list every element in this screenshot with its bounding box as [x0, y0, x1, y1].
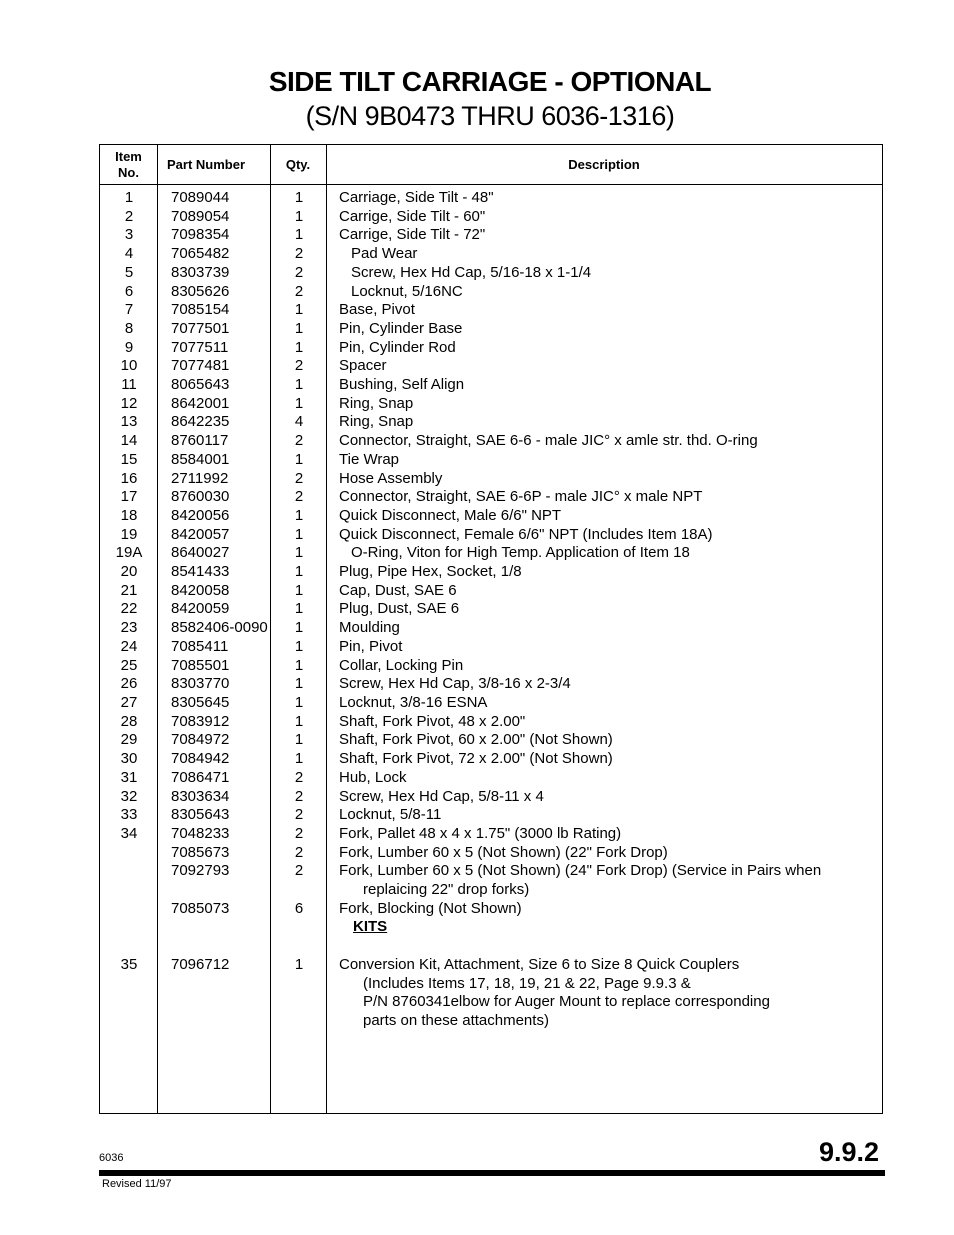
description	[339, 694, 879, 713]
quantity: 1	[294, 319, 304, 337]
quantity: 2	[294, 843, 304, 861]
description-line: Ring, Snap	[339, 413, 414, 431]
part-number: 2711992	[171, 469, 229, 487]
table-row	[100, 844, 884, 863]
part-number: 7085411	[171, 637, 229, 655]
part-number: 7083912	[171, 712, 230, 730]
quantity: 1	[294, 189, 304, 206]
item-number: 10	[120, 357, 138, 375]
part-number: 7096712	[171, 955, 230, 973]
description-line: parts on these attachments)	[363, 1011, 549, 1029]
item-number: 11	[121, 376, 137, 394]
description-line: Conversion Kit, Attachment, Size 6 to Size 8 Quick Couplers	[339, 955, 740, 973]
description	[339, 825, 879, 844]
item-number: 14	[120, 432, 138, 450]
part-number: 8541433	[171, 563, 230, 581]
quantity: 1	[294, 226, 304, 244]
quantity: 2	[294, 824, 304, 842]
description-line: Fork, Lumber 60 x 5 (Not Shown) (22" Fork Drop)	[339, 843, 668, 861]
table-row	[100, 731, 884, 750]
description	[339, 806, 879, 825]
part-number: 8582406-0090	[171, 619, 268, 637]
description	[339, 675, 879, 694]
description-line: Screw, Hex Hd Cap, 5/16-18 x 1-1/4	[351, 263, 592, 281]
part-number: 8305626	[171, 282, 230, 300]
part-number: 8420056	[171, 506, 230, 524]
quantity: 2	[294, 245, 304, 263]
item-number: 4	[124, 245, 134, 263]
quantity: 2	[294, 469, 304, 487]
description-line: Screw, Hex Hd Cap, 3/8-16 x 2-3/4	[339, 675, 571, 693]
quantity: 2	[294, 488, 304, 506]
table-row	[100, 488, 884, 507]
part-number: 8305643	[171, 806, 230, 824]
part-number: 8305645	[171, 693, 230, 711]
item-number: 27	[120, 693, 138, 711]
description-line: Cap, Dust, SAE 6	[339, 581, 457, 599]
table-row	[100, 451, 884, 470]
part-number: 8642001	[171, 394, 230, 412]
spacer-row	[100, 937, 884, 956]
description-line: Locknut, 3/8-16 ESNA	[339, 693, 488, 711]
quantity: 1	[294, 376, 304, 394]
item-number: 32	[120, 787, 138, 805]
description-line: Quick Disconnect, Male 6/6" NPT	[339, 506, 562, 524]
item-number: 24	[120, 637, 138, 655]
description	[339, 245, 879, 264]
part-number: 7089054	[171, 207, 230, 225]
description	[339, 526, 879, 545]
part-number: 8642235	[171, 413, 230, 431]
description	[339, 339, 879, 358]
item-number: 1	[124, 189, 134, 206]
item-number: 18	[120, 506, 138, 524]
description-line: Spacer	[339, 357, 387, 375]
description	[339, 600, 879, 619]
item-number: 26	[120, 675, 138, 693]
quantity: 1	[294, 338, 304, 356]
description-line: O-Ring, Viton for High Temp. Application of Item 18	[351, 544, 690, 562]
item-number: 8	[124, 319, 134, 337]
header-divider	[100, 184, 882, 185]
quantity: 1	[294, 637, 304, 655]
part-number: 7084942	[171, 750, 230, 768]
item-number: 29	[120, 731, 138, 749]
part-number: 7077501	[171, 319, 230, 337]
description-line: replaicing 22" drop forks)	[363, 881, 530, 899]
part-number: 7085154	[171, 301, 230, 319]
kits-heading: KITS	[353, 918, 388, 936]
part-number: 8420057	[171, 525, 230, 543]
part-number: 7086471	[171, 768, 230, 786]
quantity: 2	[294, 768, 304, 786]
table-row	[100, 395, 884, 414]
table-row	[100, 320, 884, 339]
description-line: Base, Pivot	[339, 301, 415, 319]
description	[339, 582, 879, 601]
description-line: P/N 8760341elbow for Auger Mount to replace corresponding	[363, 993, 770, 1011]
part-number: 7085501	[171, 656, 230, 674]
item-number: 21	[120, 581, 138, 599]
column-header-part-number: Part Number	[167, 156, 246, 172]
footer-rule	[99, 1170, 885, 1176]
description-line: Shaft, Fork Pivot, 48 x 2.00"	[339, 712, 526, 730]
item-number: 12	[120, 394, 138, 412]
quantity: 1	[294, 656, 304, 674]
quantity: 2	[294, 263, 304, 281]
description-line: Ring, Snap	[339, 394, 414, 412]
quantity: 4	[294, 413, 304, 431]
item-number: 28	[120, 712, 138, 730]
description	[339, 862, 879, 899]
description	[339, 283, 879, 302]
table-row	[100, 694, 884, 713]
description-line: Carrige, Side Tilt - 72"	[339, 226, 486, 244]
quantity: 1	[294, 394, 304, 412]
description	[339, 357, 879, 376]
description	[339, 432, 879, 451]
item-number: 2	[124, 207, 134, 225]
table-row	[100, 713, 884, 732]
description-line: (Includes Items 17, 18, 19, 21 & 22, Page 9.9.3 &	[363, 974, 691, 992]
item-number: 7	[124, 301, 134, 319]
description	[339, 619, 879, 638]
part-number: 7048233	[171, 824, 230, 842]
description-line: Pin, Cylinder Rod	[339, 338, 456, 356]
quantity: 1	[294, 301, 304, 319]
description-line: Carrige, Side Tilt - 60"	[339, 207, 486, 225]
item-number: 17	[120, 488, 138, 506]
description	[339, 264, 879, 283]
footer-model-code: 6036	[99, 1152, 124, 1164]
part-number: 8065643	[171, 376, 230, 394]
description-line: Locknut, 5/8-11	[339, 806, 442, 824]
description	[339, 507, 879, 526]
description-line: Shaft, Fork Pivot, 60 x 2.00" (Not Shown)	[339, 731, 613, 749]
item-number: 30	[120, 750, 138, 768]
table-row	[100, 544, 884, 563]
description-line: Connector, Straight, SAE 6-6 - male JIC° x amle str. thd. O-ring	[339, 432, 758, 450]
description-line: Bushing, Self Align	[339, 376, 465, 394]
quantity: 1	[294, 693, 304, 711]
description	[339, 301, 879, 320]
description	[339, 788, 879, 807]
page-subtitle: (S/N 9B0473 THRU 6036-1316)	[305, 101, 675, 131]
item-number: 34	[120, 824, 138, 842]
item-number: 33	[120, 806, 138, 824]
table-row	[100, 376, 884, 395]
part-number: 7077511	[171, 338, 229, 356]
part-number: 8640027	[171, 544, 230, 562]
table-row	[100, 956, 884, 1031]
description	[339, 226, 879, 245]
table-row	[100, 600, 884, 619]
description-line: Collar, Locking Pin	[339, 656, 464, 674]
quantity: 1	[294, 750, 304, 768]
description-line: Moulding	[339, 619, 400, 637]
quantity: 1	[294, 450, 304, 468]
quantity: 1	[294, 619, 304, 637]
table-row	[100, 657, 884, 676]
item-number: 22	[120, 600, 138, 618]
description	[339, 413, 879, 432]
description	[339, 451, 879, 470]
description-line: Carriage, Side Tilt - 48"	[339, 189, 494, 206]
part-number: 7092793	[171, 862, 230, 880]
quantity: 2	[294, 787, 304, 805]
description	[339, 488, 879, 507]
quantity: 2	[294, 862, 304, 880]
table-row	[100, 245, 884, 264]
quantity: 2	[294, 357, 304, 375]
table-row	[100, 619, 884, 638]
description	[339, 713, 879, 732]
description	[339, 769, 879, 788]
item-number: 35	[120, 955, 138, 973]
table-row	[100, 432, 884, 451]
description	[339, 470, 879, 489]
table-row	[100, 675, 884, 694]
quantity: 2	[294, 282, 304, 300]
part-number: 7065482	[171, 245, 230, 263]
description-line: Locknut, 5/16NC	[351, 282, 463, 300]
table-row	[100, 470, 884, 489]
item-number: 25	[120, 656, 138, 674]
description-line: Pin, Pivot	[339, 637, 403, 655]
description	[339, 563, 879, 582]
description	[339, 376, 879, 395]
column-header-qty: Qty.	[285, 156, 311, 172]
column-header-description: Description	[568, 156, 640, 172]
table-row	[100, 507, 884, 526]
table-row	[100, 208, 884, 227]
quantity: 1	[294, 581, 304, 599]
description	[339, 731, 879, 750]
description	[339, 189, 879, 208]
description	[339, 544, 879, 563]
description-line: Hub, Lock	[339, 768, 407, 786]
table-row	[100, 825, 884, 844]
description-line: Fork, Blocking (Not Shown)	[339, 899, 522, 917]
part-number: 7089044	[171, 189, 230, 206]
table-row	[100, 226, 884, 245]
part-number: 8303770	[171, 675, 230, 693]
table-row	[100, 357, 884, 376]
description-line: Pad Wear	[351, 245, 418, 263]
table-row	[100, 806, 884, 825]
description	[339, 956, 879, 1031]
quantity: 1	[294, 675, 304, 693]
quantity: 1	[294, 544, 304, 562]
table-body	[100, 189, 884, 1031]
part-number: 8584001	[171, 450, 230, 468]
table-row	[100, 769, 884, 788]
quantity: 1	[294, 712, 304, 730]
part-number: 7085073	[171, 899, 230, 917]
page-number: 9.9.2	[818, 1137, 879, 1167]
description-line: Quick Disconnect, Female 6/6" NPT (Includes Item 18A)	[339, 525, 713, 543]
description-line: Pin, Cylinder Base	[339, 319, 463, 337]
item-number: 23	[120, 619, 138, 637]
quantity: 2	[294, 432, 304, 450]
quantity: 1	[294, 525, 304, 543]
part-number: 7084972	[171, 731, 230, 749]
table-row	[100, 283, 884, 302]
description	[339, 395, 879, 414]
item-number: 13	[120, 413, 138, 431]
table-row	[100, 900, 884, 919]
quantity: 1	[294, 506, 304, 524]
description	[339, 638, 879, 657]
item-number: 20	[120, 563, 138, 581]
column-header-item: Item No.	[115, 148, 142, 180]
part-number: 7077481	[171, 357, 230, 375]
item-number: 19	[120, 525, 138, 543]
table-row	[100, 563, 884, 582]
table-row	[100, 189, 884, 208]
quantity: 1	[294, 731, 304, 749]
table-row	[100, 638, 884, 657]
description-line: Connector, Straight, SAE 6-6P - male JIC° x male NPT	[339, 488, 703, 506]
description-line: Screw, Hex Hd Cap, 5/8-11 x 4	[339, 787, 544, 805]
part-number: 8303739	[171, 263, 230, 281]
quantity: 6	[294, 899, 304, 917]
quantity: 1	[294, 600, 304, 618]
item-number: 5	[124, 263, 134, 281]
table-row	[100, 339, 884, 358]
description-line: Tie Wrap	[339, 450, 400, 468]
description	[339, 657, 879, 676]
item-number: 19A	[115, 544, 143, 562]
part-number: 7085673	[171, 843, 230, 861]
table-row	[100, 526, 884, 545]
table-row	[100, 788, 884, 807]
description	[339, 320, 879, 339]
table-row	[100, 301, 884, 320]
quantity: 1	[294, 563, 304, 581]
description	[339, 750, 879, 769]
quantity: 1	[294, 207, 304, 225]
kits-heading-row	[100, 918, 884, 937]
table-row	[100, 413, 884, 432]
description	[339, 900, 879, 919]
item-number: 31	[120, 768, 138, 786]
revised-date: Revised 11/97	[102, 1178, 172, 1190]
part-number: 7098354	[171, 226, 230, 244]
description-line: Plug, Pipe Hex, Socket, 1/8	[339, 563, 522, 581]
item-number: 16	[120, 469, 138, 487]
description-line: Shaft, Fork Pivot, 72 x 2.00" (Not Shown)	[339, 750, 613, 768]
item-number: 15	[120, 450, 138, 468]
part-number: 8760117	[171, 432, 229, 450]
description-line: Fork, Pallet 48 x 4 x 1.75" (3000 lb Rating)	[339, 824, 622, 842]
page-title: SIDE TILT CARRIAGE - OPTIONAL	[268, 66, 712, 97]
description	[339, 844, 879, 863]
quantity: 2	[294, 806, 304, 824]
parts-table	[99, 144, 883, 1114]
item-number: 6	[124, 282, 134, 300]
description-line: Plug, Dust, SAE 6	[339, 600, 460, 618]
part-number: 8420059	[171, 600, 230, 618]
item-number: 9	[124, 338, 134, 356]
part-number: 8420058	[171, 581, 230, 599]
item-number: 3	[124, 226, 134, 244]
part-number: 8303634	[171, 787, 230, 805]
table-row	[100, 862, 884, 899]
description-line: Hose Assembly	[339, 469, 443, 487]
table-row	[100, 264, 884, 283]
table-row	[100, 750, 884, 769]
quantity: 1	[294, 955, 304, 973]
description-line: Fork, Lumber 60 x 5 (Not Shown) (24" Fork Drop) (Service in Pairs when	[339, 862, 822, 880]
table-row	[100, 582, 884, 601]
description	[339, 208, 879, 227]
part-number: 8760030	[171, 488, 230, 506]
